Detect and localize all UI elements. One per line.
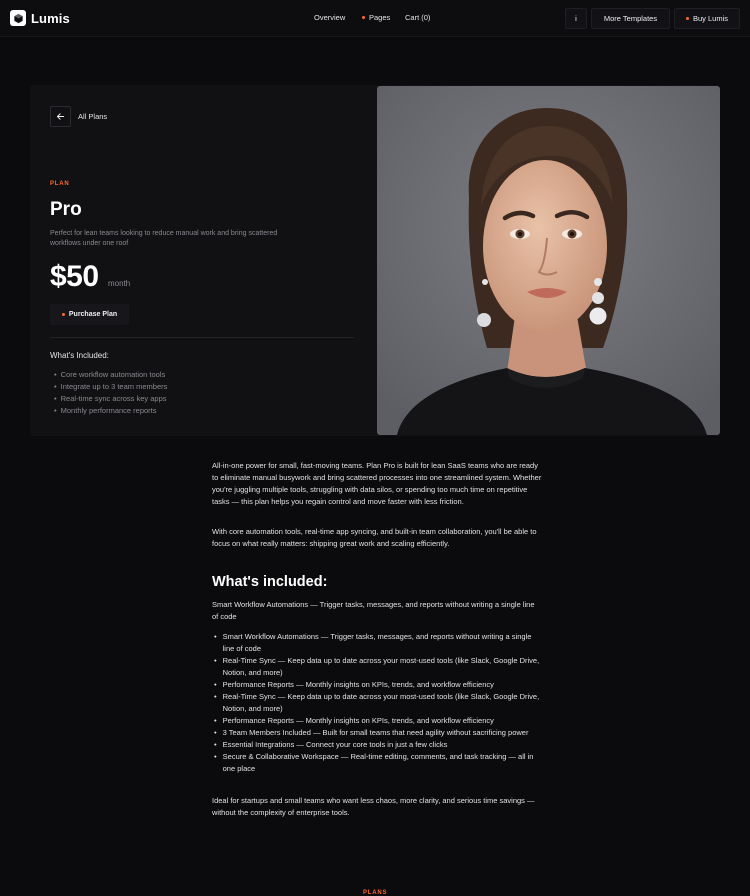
list-item: • Real-Time Sync — Keep data up to date across your most-used tools (like Slack, Google Drive, Notion, and more)	[214, 691, 544, 715]
nav-pages[interactable]	[362, 13, 390, 22]
buy-label: Buy Lumis	[692, 14, 728, 23]
plan-title: Pro	[50, 199, 82, 220]
dot-icon	[686, 17, 689, 20]
feature-list	[54, 369, 167, 417]
list-item: • Secure & Collaborative Workspace — Real-time editing, comments, and task tracking — all in one place	[214, 751, 544, 775]
brand-logo[interactable]	[10, 10, 70, 26]
price-period: month	[108, 279, 131, 288]
purchase-plan-label: Purchase Plan	[68, 311, 118, 318]
included-list	[214, 631, 544, 775]
list-item: • Performance Reports — Monthly insights on KPIs, trends, and workflow efficiency	[214, 679, 544, 691]
list-item: • Essential Integrations — Connect your core tools in just a few clicks	[214, 739, 544, 751]
more-templates-label: More Templates	[603, 14, 658, 23]
lead-paragraph: Smart Workflow Automations — Trigger tasks, messages, and reports without writing a single line of code	[212, 600, 535, 621]
list-item: • Performance Reports — Monthly insights on KPIs, trends, and workflow efficiency	[214, 715, 544, 727]
more-templates-button[interactable]	[591, 8, 670, 29]
brand-name: Lumis	[31, 10, 70, 26]
dot-icon	[362, 16, 365, 19]
plan-price: $50	[50, 260, 99, 293]
whats-included-heading: What's included:	[212, 574, 328, 590]
cube-icon	[10, 10, 26, 26]
nav-overview[interactable]	[314, 13, 345, 22]
info-icon: i	[575, 14, 577, 23]
list-item: • Smart Workflow Automations — Trigger tasks, messages, and reports without writing a single line of code	[214, 631, 544, 655]
list-item: • Core workflow automation tools	[54, 369, 167, 381]
nav-cart[interactable]	[405, 13, 430, 22]
list-item: • Real-Time Sync — Keep data up to date across your most-used tools (like Slack, Google Drive, Notion, and more)	[214, 655, 544, 679]
purchase-plan-button[interactable]	[50, 304, 129, 325]
closing-paragraph: Ideal for startups and small teams who want less chaos, more clarity, and serious time savings — without the complexity of enterprise tools.	[212, 796, 535, 817]
info-button[interactable]	[565, 8, 587, 29]
plan-eyebrow: PLAN	[50, 181, 70, 187]
list-item: • Monthly performance reports	[54, 405, 167, 417]
dot-icon	[62, 313, 65, 316]
list-item: • Real-time sync across key apps	[54, 393, 167, 405]
plans-eyebrow: PLANS	[363, 890, 388, 896]
included-heading: What's Included:	[50, 351, 109, 360]
buy-button[interactable]	[674, 8, 740, 29]
plan-description: Perfect for lean teams looking to reduce manual work and bring scattered workflows under one roof	[50, 230, 278, 247]
list-item: • 3 Team Members Included — Built for small teams that need agility without sacrificing power	[214, 727, 544, 739]
nav-overview-label: Overview	[314, 13, 346, 22]
list-item: • Integrate up to 3 team members	[54, 381, 167, 393]
all-plans-link[interactable]: All Plans	[78, 112, 108, 121]
arrow-left-icon	[56, 112, 65, 121]
intro-paragraph-2: With core automation tools, real-time app syncing, and built-in team collaboration, you'll be able to focus on what really matters: shipping great work and scaling efficiently.	[212, 527, 537, 548]
intro-paragraph: All-in-one power for small, fast-moving teams. Plan Pro is built for lean SaaS teams who are ready to eliminate manual busywork and bring scattered processes into one streamlined system. Whether you're juggling multiple tools, struggling with data silos, or spending too much time on repetitive tasks — this plan helps you regain control and move faster with less friction.	[212, 461, 542, 506]
portrait-image	[377, 86, 720, 435]
nav-cart-label: Cart (0)	[405, 13, 431, 22]
back-button[interactable]	[50, 106, 71, 127]
divider	[50, 337, 354, 338]
nav-pages-label: Pages	[369, 13, 391, 22]
